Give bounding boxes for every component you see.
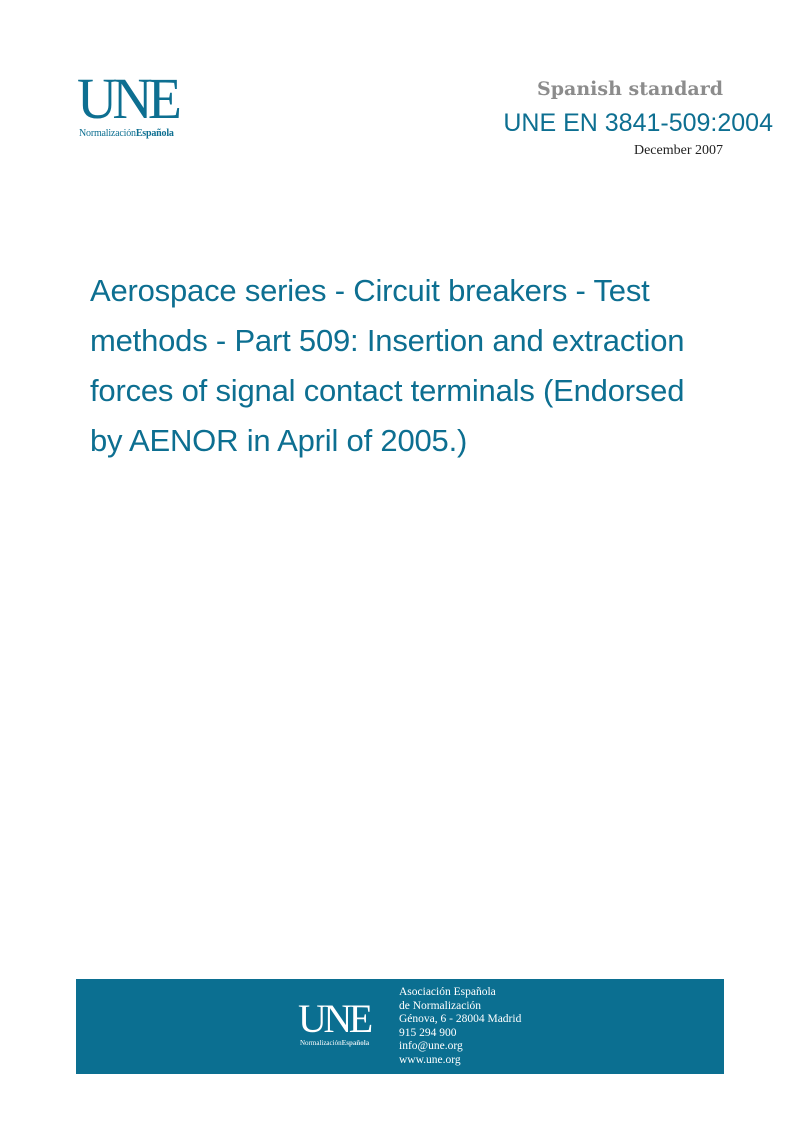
document-title <box>90 266 730 466</box>
org-name-line2: de Normalización <box>399 999 482 1012</box>
logo-subtitle-normal: Normalización <box>79 128 136 139</box>
standard-label: Spanish standard <box>537 78 723 100</box>
footer-logo-subtitle <box>300 1039 369 1047</box>
title-line: by AENOR in April of 2005.) <box>90 423 468 458</box>
org-phone: 915 294 900 <box>399 1026 457 1039</box>
logo-subtitle <box>79 128 174 139</box>
logo-subtitle-strong: Española <box>135 128 174 139</box>
org-address: Génova, 6 - 28004 Madrid <box>399 1013 522 1025</box>
org-website-link[interactable]: www.une.org <box>399 1053 461 1066</box>
publication-date: December 2007 <box>633 143 723 158</box>
title-line: forces of signal contact terminals (Endorsed <box>90 373 685 408</box>
title-line: methods - Part 509: Insertion and extraction <box>90 323 685 358</box>
footer-band <box>76 979 724 1074</box>
title-line: Aerospace series - Circuit breakers - Test <box>90 273 650 308</box>
footer-une-logo <box>298 996 388 1051</box>
footer-logo-subtitle-strong: Española <box>341 1039 370 1047</box>
footer-logo-wordmark: UNE <box>298 996 370 1041</box>
footer-contact <box>399 986 521 1067</box>
org-name-line1: Asociación Española <box>399 986 496 998</box>
logo-wordmark: UNE <box>77 66 178 131</box>
une-logo <box>77 66 197 144</box>
standard-code: UNE EN 3841-509:2004 <box>503 109 773 137</box>
footer-logo-subtitle-normal: Normalización <box>300 1039 342 1047</box>
org-email-link[interactable]: info@une.org <box>399 1040 463 1052</box>
